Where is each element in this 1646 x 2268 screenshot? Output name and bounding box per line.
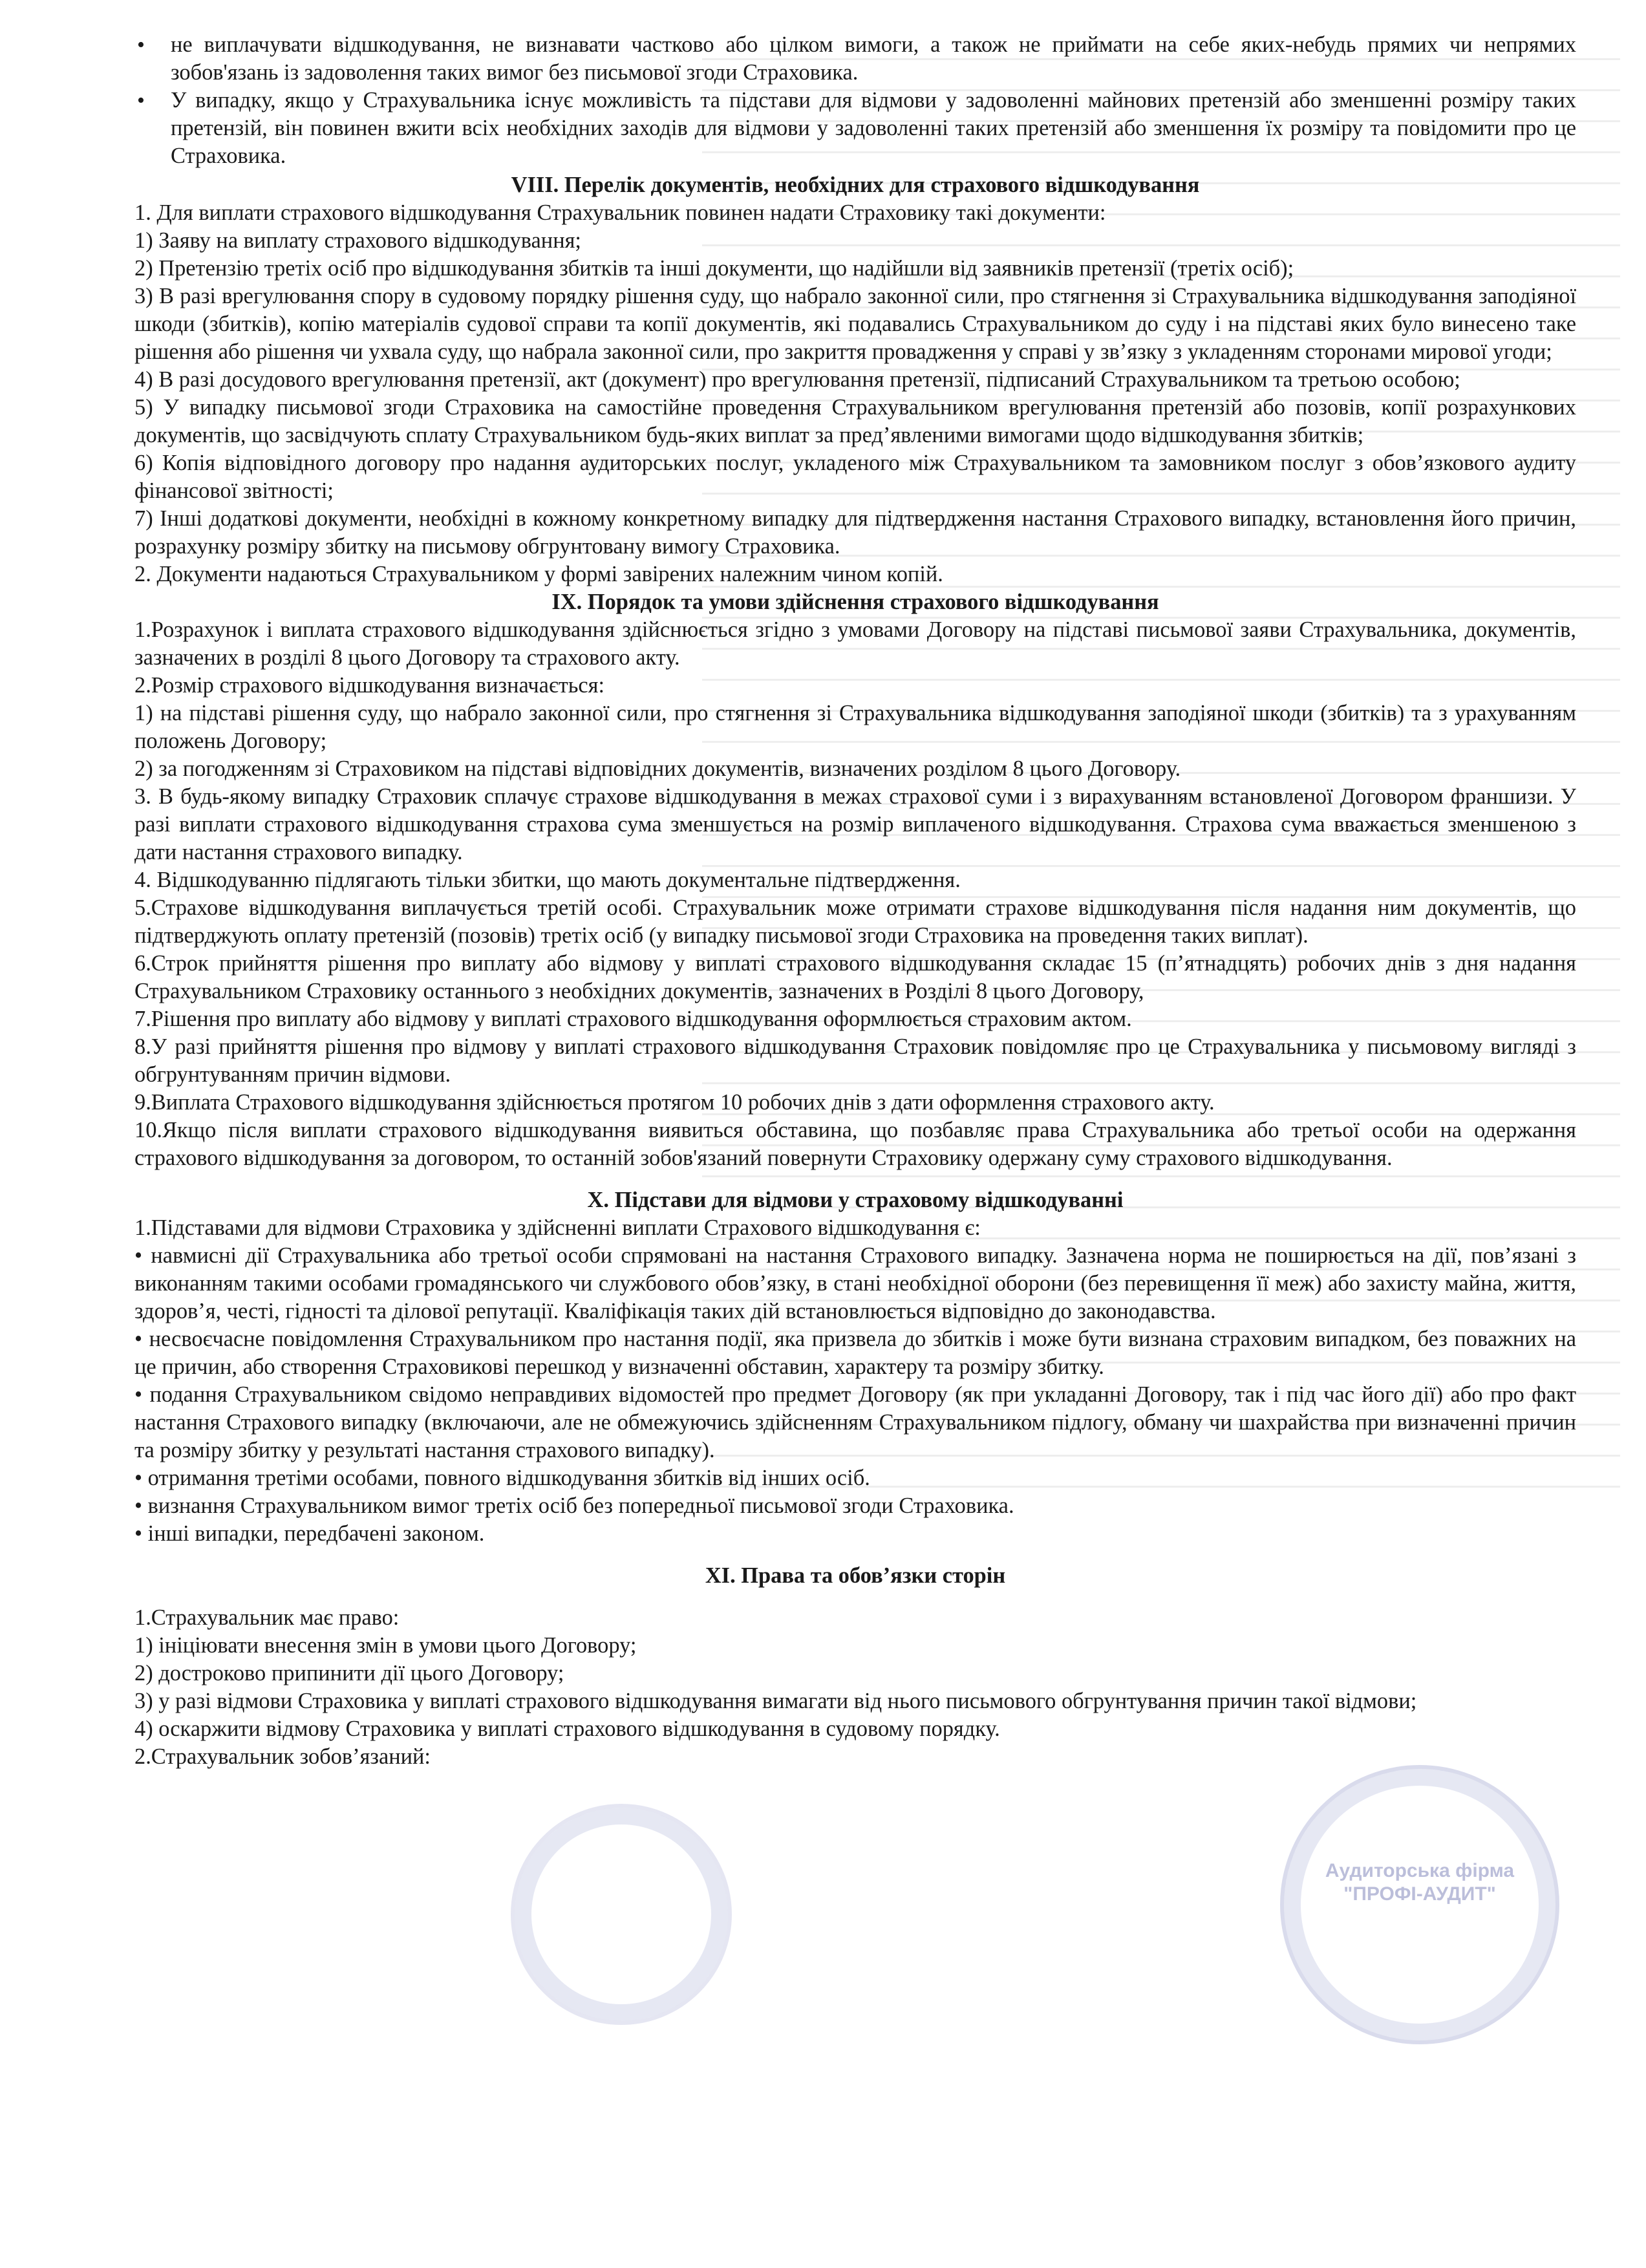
paragraph: 10.Якщо після виплати страхового відшкодування виявиться обставина, що позбавляє права Страхувальника або третьої особи на одержання страхового відшкодування за договором, то останній зобов'язаний повернути Страховику одержану суму страхового відшкодування. (134, 1118, 1576, 1170)
paragraph: 1.Страхувальник має право: (134, 1605, 400, 1630)
list-item: • У випадку, якщо у Страхувальника існує можливість та підстави для відмови у задоволенні майнових претензій або зменшенні розміру таких претензій, він повинен вжити всіх необхідних заходів для відмови у задоволенні таких претензій або зменшення їх розміру та повідомити про це Страховика. (134, 87, 1576, 170)
paragraph: 9.Виплата Страхового відшкодування здійснюється протягом 10 робочих днів з дати оформлення страхового акту. (134, 1090, 1215, 1115)
paragraph: 4. Відшкодуванню підлягають тільки збитки, що мають документальне підтвердження. (134, 868, 961, 892)
paragraph: 4) В разі досудового врегулювання претензії, акт (документ) про врегулювання претензії, підписаний Страхувальником та третьою особою; (134, 367, 1460, 392)
paragraph: 1.Розрахунок і виплата страхового відшкодування здійснюється згідно з умовами Договору на підставі письмової заяви Страхувальника, документів, зазначених в розділі 8 цього Договору та страхового акту. (134, 617, 1576, 670)
list-item: • не виплачувати відшкодування, не визнавати частково або цілком вимоги, а також не приймати на себе яких-небудь прямих чи непрямих зобов'язань із задоволення таких вимог без письмової згоди Страховика. (134, 31, 1576, 87)
paragraph: 1) на підставі рішення суду, що набрало законної сили, про стягнення зі Страхувальника відшкодування заподіяної шкоди (збитків) та з урахуванням положень Договору; (134, 701, 1576, 753)
list-item: • інші випадки, передбачені законом. (134, 1521, 485, 1546)
paragraph: 2.Страхувальник зобов’язаний: (134, 1744, 431, 1769)
list-item: • подання Страхувальником свідомо неправдивих відомостей про предмет Договору (як при укладанні Договору, так і під час його дії) або про факт настання Страхового випадку (включаючи, але не обмежуючись здійсненням Страхувальником підлогу, обману чи шахрайства при визначенні причин та розміру збитку у результаті настання страхового випадку). (134, 1382, 1576, 1462)
list-item: • навмисні дії Страхувальника або третьої особи спрямовані на настання Страхового випадку. Зазначена норма не поширюється на дії, пов’язані з виконанням такими особами громадянського чи службового обов’язку, в стані необхідної оборони (без перевищення її меж) або захисту майна, життя, здоров’я, честі, гідності та ділової репутації. Кваліфікація таких дій встановлюється відповідно до законодавства. (134, 1243, 1576, 1323)
paragraph: 7.Рішення про виплату або відмову у виплаті страхового відшкодування оформлюється страховим актом. (134, 1007, 1132, 1031)
paragraph: 3) В разі врегулювання спору в судовому порядку рішення суду, що набрало законної сили, про стягнення зі Страхувальника відшкодування заподіяної шкоди (збитків), копію матеріалів судової справи та копії документів, які подавались Страхувальником до суду і на підставі яких було винесено таке рішення або рішення чи ухвала суду, що набрала законної сили, про закриття провадження у справі у зв’язку з укладенням сторонами мирової угоди; (134, 284, 1576, 364)
paragraph: 3) у разі відмови Страховика у виплаті страхового відшкодування вимагати від нього письмового обгрунтування причин такої відмови; (134, 1689, 1417, 1713)
paragraph: 2) достроково припинити дії цього Договору; (134, 1661, 564, 1685)
paragraph: 1) Заяву на виплату страхового відшкодування; (134, 228, 581, 253)
paragraph: 2.Розмір страхового відшкодування визначається: (134, 673, 605, 698)
seal-text: Аудиторська фірма "ПРОФІ-АУДИТ" (1325, 1860, 1515, 1905)
section-heading-10: X. Підстави для відмови у страховому відшкодуванні (587, 1188, 1124, 1212)
paragraph: 5) У випадку письмової згоди Страховика на самостійне проведення Страхувальником врегулювання претензій або позовів, копії розрахункових документів, що засвідчують сплату Страхувальником будь-яких виплат за пред’явленими вимогами щодо відшкодування збитків; (134, 395, 1576, 447)
list-item: • визнання Страхувальником вимог третіх осіб без попередньої письмової згоди Страховика. (134, 1493, 1014, 1518)
paragraph: 2) за погодженням зі Страховиком на підставі відповідних документів, визначених розділом 8 цього Договору. (134, 756, 1181, 781)
paragraph: 6.Строк прийняття рішення про виплату або відмову у виплаті страхового відшкодування складає 15 (п’ятнадцять) робочих днів з дня надання Страхувальником Страховику останнього з необхідних документів, зазначених в Розділі 8 цього Договору, (134, 951, 1576, 1003)
list-item: • отримання третіми особами, повного відшкодування збитків від інших осіб. (134, 1466, 870, 1490)
paragraph: 8.У разі прийняття рішення про відмову у виплаті страхового відшкодування Страховик повідомляє про це Страхувальника у письмовому вигляді з обгрунтуванням причин відмови. (134, 1034, 1576, 1087)
paragraph: 2) Претензію третіх осіб про відшкодування збитків та інші документи, що надійшли від заявників претензії (третіх осіб); (134, 256, 1294, 281)
paragraph: 5.Страхове відшкодування виплачується третій особі. Страхувальник може отримати страхове відшкодування після надання ним документів, що підтверджують оплату претензій (позовів) третіх осіб (у випадку письмової згоди Страховика на проведення таких виплат). (134, 895, 1576, 948)
paragraph: 3. В будь-якому випадку Страховик сплачує страхове відшкодування в межах страхової суми і з вирахуванням встановленої Договором франшизи. У разі виплати страхового відшкодування страхова сума зменшується на розмір виплаченого відшкодування. Страхова сума вважається зменшеною з дати настання страхового випадку. (134, 784, 1576, 864)
section-heading-9: IX. Порядок та умови здійснення страхового відшкодування (551, 590, 1159, 614)
paragraph: 1.Підставами для відмови Страховика у здійсненні виплати Страхового відшкодування є: (134, 1215, 981, 1240)
section-heading-11: XI. Права та обов’язки сторін (705, 1563, 1006, 1588)
section-heading-8: VIII. Перелік документів, необхідних для страхового відшкодування (511, 173, 1200, 197)
paragraph: 7) Інші додаткові документи, необхідні в кожному конкретному випадку для підтвердження настання Страхового випадку, встановлення його причин, розрахунку розміру збитку на письмову обгрунтовану вимогу Страховика. (134, 506, 1576, 559)
paragraph: 1. Для виплати страхового відшкодування Страхувальник повинен надати Страховику такі документи: (134, 200, 1106, 225)
paragraph: 1) ініціювати внесення змін в умови цього Договору; (134, 1633, 637, 1658)
paragraph: 6) Копія відповідного договору про надання аудиторських послуг, укладеного між Страхувальником та замовником послуг з обов’язкового аудиту фінансової звітності; (134, 451, 1576, 503)
company-seal (1280, 1765, 1559, 2044)
paragraph: 2. Документи надаються Страхувальником у формі завірених належним чином копій. (134, 562, 943, 586)
document-body (134, 31, 1576, 1771)
list-item: • несвоєчасне повідомлення Страхувальником про настання події, яка призвела до збитків і може бути визнана страховим випадком, без поважних на це причин, або створення Страховикові перешкод у визначенні обставин, характеру та розміру збитку. (134, 1327, 1576, 1379)
paragraph: 4) оскаржити відмову Страховика у виплаті страхового відшкодування в судовому порядку. (134, 1717, 1000, 1741)
company-seal-faint (511, 1804, 732, 2025)
